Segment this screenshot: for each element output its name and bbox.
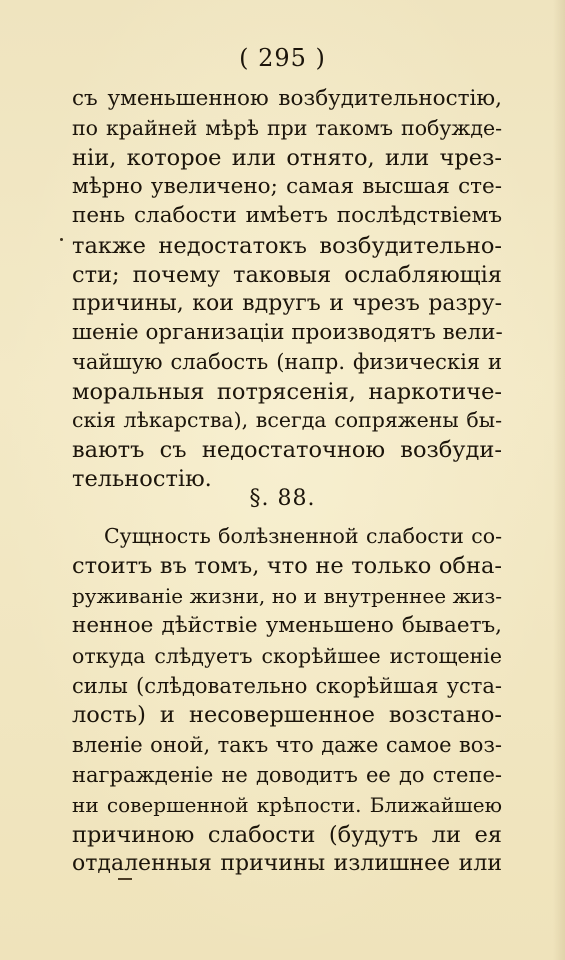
text-line: мѣрно увеличено; самая высшая сте- [72,174,502,199]
page-edge-shadow [553,0,565,960]
text-line: силы (слѣдовательно скорѣйшая уста- [72,674,502,698]
text-line: ненное дѣйствіе уменьшено бываетъ, [72,613,502,638]
text-line: Сущность болѣзненной слабости со- [104,524,502,548]
text-line: руживаніе жизни, но и внутреннее жиз- [72,584,502,608]
text-line: откуда слѣдуетъ скорѣйшее истощеніе [72,644,502,668]
text-line: лость) и несовершенное возстано- [72,702,502,728]
text-line: ніи, которое или отнято, или чрез- [72,145,502,171]
text-line: моральныя потрясенія, наркотиче- [72,379,502,405]
text-line: ваютъ съ недостаточною возбуди- [72,437,502,463]
section-heading: §. 88. [249,486,316,511]
ink-mark [118,878,132,880]
text-line: также недостатокъ возбудительно- [72,233,502,259]
page-number: ( 295 ) [239,44,326,72]
text-line: пень слабости имѣетъ послѣдствіемъ [72,203,502,228]
text-line: по крайней мѣрѣ при такомъ побужде- [72,116,502,140]
text-line: тельностію. [72,466,212,492]
text-line: сти; почему таковыя ослабляющія [72,262,502,288]
text-line: стоитъ въ томъ, что не только обна- [72,553,502,579]
text-line: награжденіе не доводитъ ее до степе- [72,763,502,787]
text-line: шеніе организаціи производятъ вели- [72,320,503,345]
text-line: вленіе оной, такъ что даже самое воз- [72,733,502,757]
text-line: скія лѣкарства), всегда сопряжены бы- [72,408,502,432]
text-line: причины, кои вдругъ и чрезъ разру- [72,291,502,316]
text-line: причиною слабости (будутъ ли ея [72,822,502,848]
text-line: отдаленныя причины излишнее или [72,851,502,876]
ink-speck [60,238,63,241]
text-line: съ уменьшенною возбудительностію, [72,86,502,111]
text-line: чайшую слабость (напр. физическія и [72,350,502,374]
text-line: ни совершенной крѣпости. Ближайшею [72,793,502,817]
